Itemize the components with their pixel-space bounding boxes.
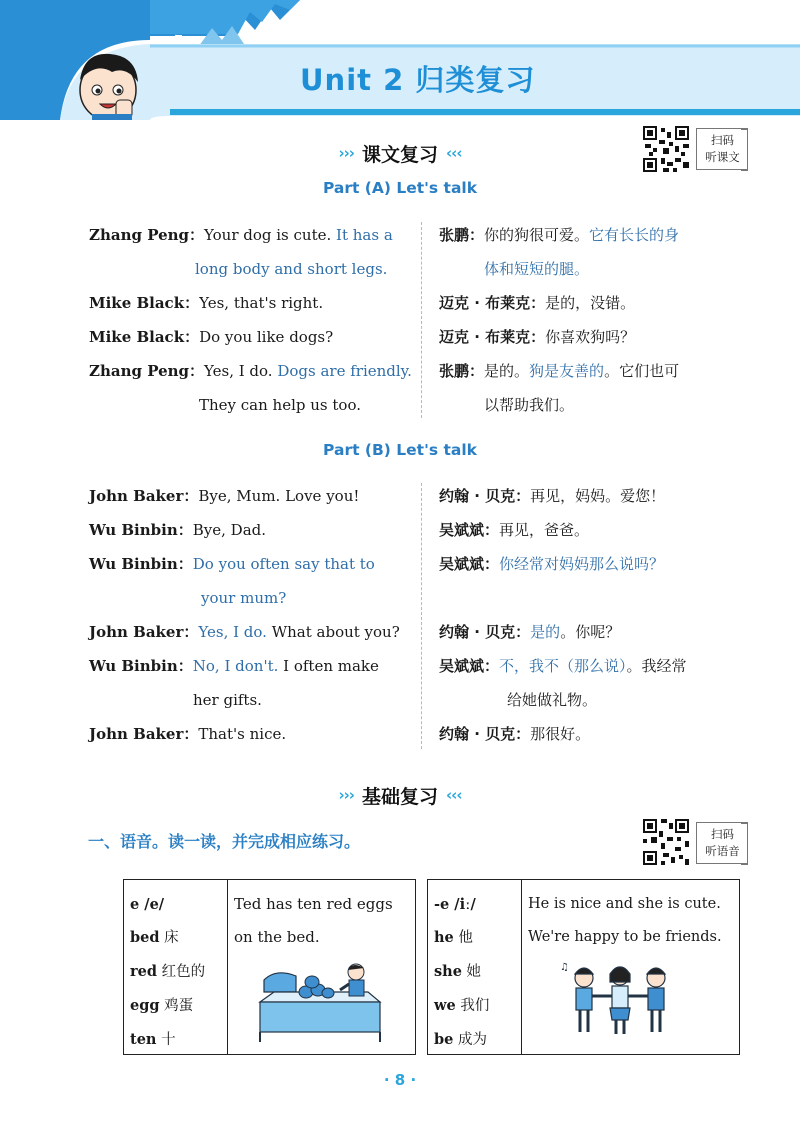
phonics-sound: -e /iː/: [434, 896, 476, 913]
list-item: egg 鸡蛋: [130, 997, 194, 1014]
qr-scan-label: 扫码 听语音: [696, 822, 748, 864]
chevron-right-icon: ›››: [338, 786, 354, 804]
list-item: we 我们: [434, 997, 490, 1014]
dialogue-chinese: 吴斌斌：不，我不（那么说）。我经常 给她做礼物。: [439, 657, 687, 709]
dialogue-chinese: 吴斌斌：你经常对妈妈那么说吗？: [439, 555, 665, 573]
list-item: bed 床: [130, 929, 179, 946]
dialogue-chinese: 张鹏：你的狗很可爱。它有长长的身 体和短短的腿。: [439, 226, 680, 278]
task-1-title: 一、语音。读一读，并完成相应练习。: [88, 832, 361, 851]
dialogue-english: Mike Black：Yes, that's right.: [89, 294, 324, 312]
three-friends-illustration: [556, 960, 686, 1050]
list-item: red 红色的: [130, 963, 206, 980]
qr-scan-label: 扫码 听课文: [696, 128, 748, 170]
lesson-review-title: 课文复习: [361, 143, 438, 166]
chevron-left-icon: ‹‹‹: [446, 144, 462, 162]
list-item: he 他: [434, 929, 473, 946]
part-b-heading: Part (B) Let's talk: [323, 441, 477, 459]
chevron-left-icon: ‹‹‹: [446, 786, 462, 804]
dialogue-english: John Baker：That's nice.: [89, 725, 287, 743]
basic-review-heading: [260, 780, 540, 810]
dialogue-english: John Baker：Yes, I do. What about you?: [89, 623, 400, 641]
phonics-card-e-long: [427, 879, 740, 1055]
basic-review-title: 基础复习: [361, 785, 438, 808]
column-divider: [421, 483, 422, 749]
dialogue-english: Wu Binbin：Do you often say that to your mum?: [89, 555, 375, 607]
dialogue-english: John Baker：Bye, Mum. Love you!: [89, 487, 360, 505]
phonics-word-list: [124, 880, 227, 1054]
part-a-heading: Part (A) Let's talk: [322, 179, 478, 197]
column-divider: [421, 222, 422, 418]
dialogue-english: Wu Binbin：Bye, Dad.: [89, 521, 267, 539]
list-item: she 她: [434, 963, 482, 980]
phonics-sound: e /e/: [130, 896, 165, 913]
phonics-sentence: Ted has ten red eggs on the bed.: [227, 880, 414, 1054]
qr-code-icon[interactable]: [641, 817, 691, 867]
dialogue-chinese: 张鹏：是的。狗是友善的。它们也可 以帮助我们。: [439, 362, 680, 414]
dialogue-chinese: 迈克 · 布莱克：是的，没错。: [439, 294, 636, 312]
dialogue-english: Mike Black：Do you like dogs?: [89, 328, 334, 346]
boy-mascot-graphic: [80, 54, 138, 120]
lesson-review-heading: [260, 138, 540, 168]
phonics-sentence: He is nice and she is cute. We're happy to be friends. ♫: [521, 880, 738, 1054]
page-number: · 8 ·: [383, 1071, 417, 1089]
list-item: be 成为: [434, 1031, 487, 1048]
dialogue-chinese: 约翰 · 贝克：那很好。: [439, 725, 591, 743]
boy-with-eggs-on-bed-illustration: [256, 962, 406, 1048]
dialogue-english: Zhang Peng：Yes, I do. Dogs are friendly. They can help us too.: [89, 362, 412, 414]
qr-code-icon[interactable]: [641, 124, 691, 174]
page-header: [0, 0, 800, 120]
phonics-card-e: [123, 879, 416, 1055]
list-item: ten 十: [130, 1031, 176, 1048]
chevron-right-icon: ›››: [338, 144, 354, 162]
dialogue-english: Wu Binbin：No, I don't. I often make her gifts.: [89, 657, 379, 709]
dialogue-english: Zhang Peng：Your dog is cute. It has a long body and short legs.: [89, 226, 393, 278]
page-title: Unit 2 归类复习: [300, 63, 536, 97]
phonics-word-list: [428, 880, 521, 1054]
dialogue-chinese: 吴斌斌：再见，爸爸。: [439, 521, 590, 539]
svg-text:♫: ♫: [560, 962, 569, 973]
dialogue-chinese: 约翰 · 贝克：是的。你呢？: [439, 623, 621, 641]
dialogue-chinese: 迈克 · 布莱克：你喜欢狗吗？: [439, 328, 636, 346]
dialogue-chinese: 约翰 · 贝克：再见，妈妈。爱您！: [439, 487, 666, 505]
